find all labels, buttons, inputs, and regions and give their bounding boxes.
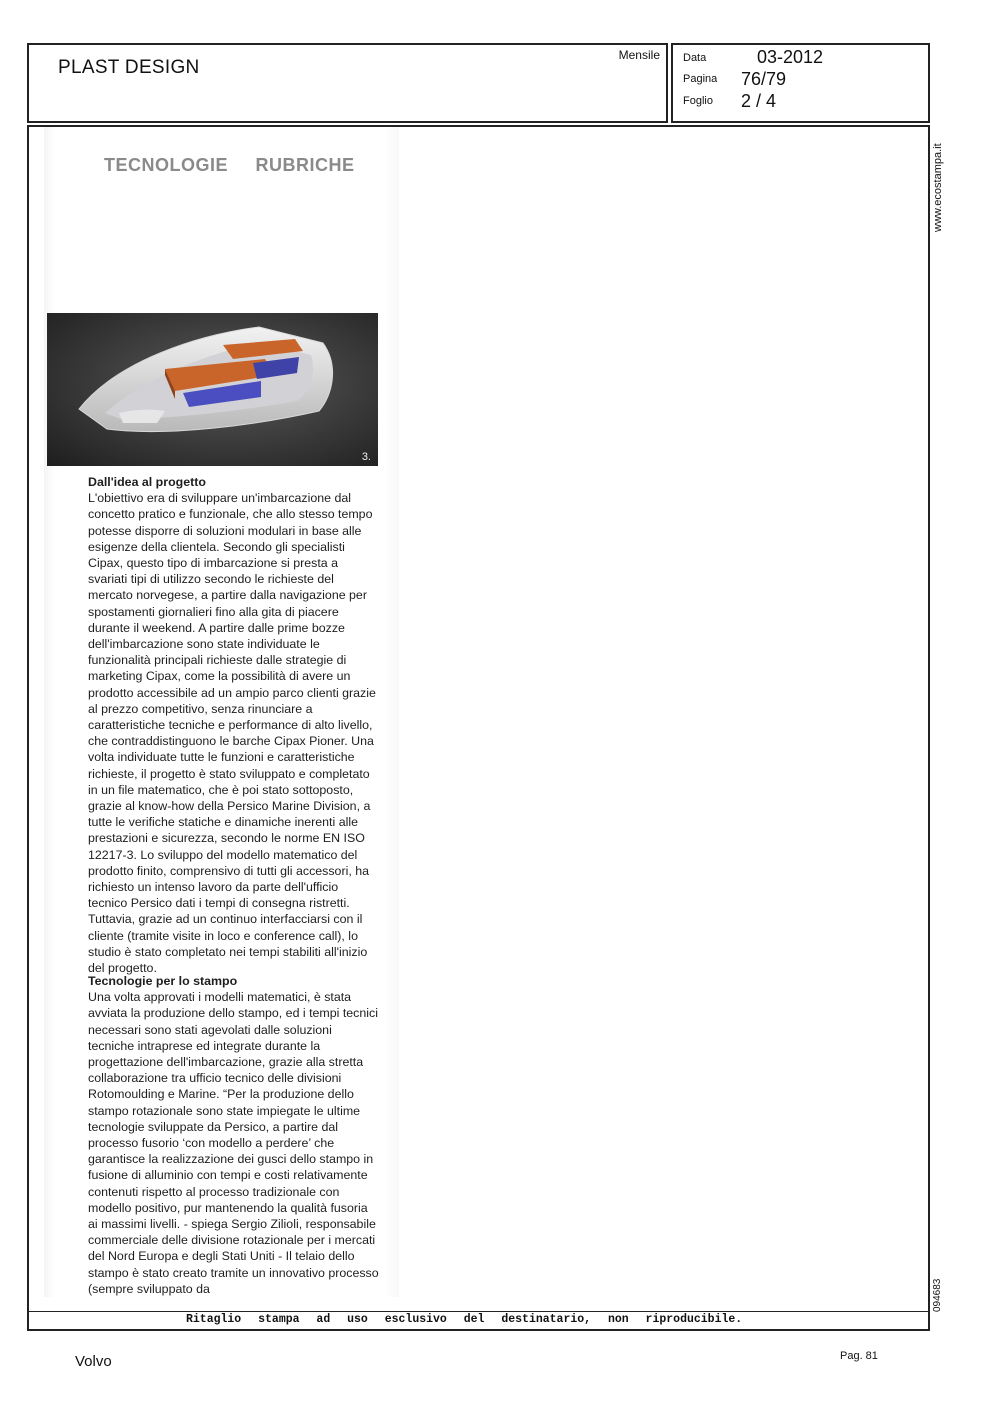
data-value: 03-2012	[757, 47, 824, 67]
section-rubriche: RUBRICHE	[255, 155, 355, 175]
frequency-label: Mensile	[618, 48, 660, 62]
boat-illustration	[47, 313, 378, 466]
foglio-label: Foglio	[683, 95, 713, 107]
article-1-heading: Dall'idea al progetto	[88, 475, 206, 489]
copyright-notice: Ritaglio stampa ad uso esclusivo del destinatario, non riproducibile.	[186, 1313, 743, 1326]
publication-title: PLAST DESIGN	[58, 57, 200, 78]
pagina-value: 76/79	[741, 69, 787, 89]
page-number: Pag. 81	[840, 1350, 878, 1362]
article-2-body: Una volta approvati i modelli matematici, è stata avviata la produzione dello stampo, ed i tempi tecnici necessari sono stati agevolati dalle soluzioni tecniche intraprese ed integrate durante la progettazione dell'imbarcazione, grazie alla stretta collaborazione tra ufficio tecnico delle divisioni Rotomoulding e Marine. “Per la produzione dello stampo rotazionale sono state impiegate le ultime tecnologie sviluppate da Persico, a partire dal processo fusorio ‘con modello a perdere’ che garantisce la realizzazione dei gusci dello stampo in fusione di alluminio con tempi e costi relativamente contenuti rispetto al processo tradizionale con modello positivo, pur mantenendo la qualità fusoria ai massimi livelli. - spiega Sergio Zilioli, responsabile commerciale delle divisione rotazionale per i mercati del Nord Europa e degli Stati Uniti - Il telaio dello stampo è stato creato tramite un innovativo processo (sempre sviluppato da	[88, 990, 379, 1296]
header-meta-box	[671, 43, 930, 123]
article-1-body: L'obiettivo era di sviluppare un'imbarcazione dal concetto pratico e funzionale, che allo stesso tempo potesse disporre di soluzioni modulari in base alle esigenze della clientela. Secondo gli specialisti Cipax, questo tipo di imbarcazione si presta a svariati tipi di utilizzo secondo le richieste del mercato norvegese, a partire dalla navigazione per spostamenti giornalieri fino alla gita di piacere durante il weekend. A partire dalle prime bozze dell'imbarcazione sono state individuate le funzionalità principali richieste dalle strategie di marketing Cipax, come la possibilità di avere un prodotto accessibile ad un ampio parco clienti grazie al prezzo competitivo, senza rinunciare a caratteristiche tecniche e performance di alto livello, che contraddistinguono le barche Cipax Pioner. Una volta individuate tutte le funzioni e caratteristiche richieste, il progetto è stato sviluppato e completato in un file matematico, che è poi stato sottoposto, grazie al know-how della Persico Marine Division, a tutte le verifiche statiche e dinamiche inerenti alle prestazioni e sicurezza, secondo le norme EN ISO 12217-3. Lo sviluppo del modello matematico del prodotto finito, comprensivo di tutti gli accessori, ha richiesto un intenso lavoro da parte dell'ufficio tecnico Persico dati i tempi di consegna ristretti. Tuttavia, grazie ad un continuo interfacciarsi con il cliente (tramite visite in loco e conference call), lo studio è stato completato nei tempi stabiliti all'inizio del progetto.	[88, 491, 376, 976]
article-section-2	[88, 973, 380, 1297]
photo-caption: 3.	[361, 451, 371, 463]
pagina-label: Pagina	[683, 73, 718, 85]
section-headers	[104, 155, 377, 176]
article-2-heading: Tecnologie per lo stampo	[88, 974, 238, 988]
article-section-1	[88, 474, 380, 976]
section-tecnologie: TECNOLOGIE	[104, 155, 229, 175]
data-label: Data	[683, 52, 707, 64]
footer-divider	[27, 1311, 930, 1312]
header-publication-box	[27, 43, 668, 123]
website-link[interactable]: www.ecostampa.it	[932, 143, 944, 232]
boat-photo	[47, 313, 378, 466]
clipping-code: 094683	[932, 1278, 943, 1312]
client-name: Volvo	[75, 1353, 112, 1370]
foglio-value: 2 / 4	[741, 91, 777, 111]
